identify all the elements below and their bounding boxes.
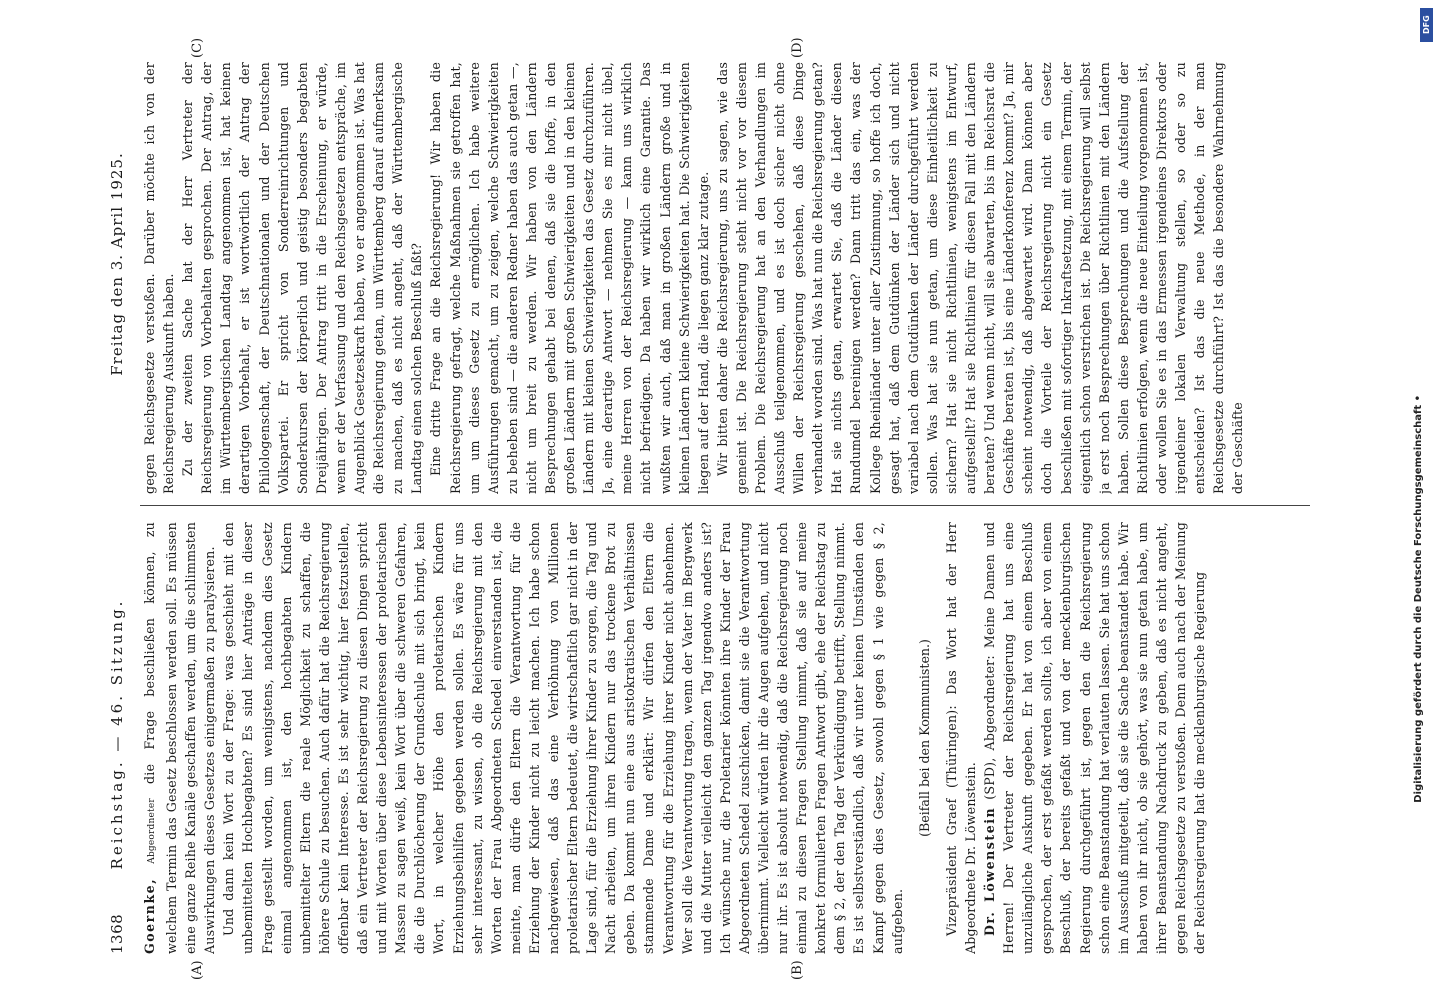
margin-mark-d: (D) bbox=[790, 37, 805, 58]
margin-mark-c: (C) bbox=[190, 37, 205, 58]
right-paragraph-3: Eine dritte Frage an die Reichsregierung! Wir haben die Reichsregierung gefragt, welche Maßnahmen sie getroffen hat, um um dieses Gesetz zu ermöglichen. Ich habe weitere Ausführungen gemacht, um zu zeigen, welche Schwierigkeiten zu beheben sind — die anderen Redner haben das auch getan —, nicht um breit zu werden. Wir haben von den Ländern Besprechungen gehabt bei denen, daß sie die hoffe, in den großen Ländern mit großen Schwierigkeiten und in den kleinen Ländern mit kleinen Schwierigkeiten das Gesetz durchzuführen. Ja, eine derartige Antwort — nehmen Sie es mir nicht übel, meine Herren von der Reichsregierung — kann uns wirklich nicht befriedigen. Da haben wir wirklich eine Garantie. Das wußten wir auch, daß man in großen Ländern große und in kleinen Ländern kleine Schwierigkeiten hat. Die Schwierigkeiten liegen auf der Hand, die liegen ganz klar zutage. bbox=[428, 62, 711, 494]
funding-notice: Digitalisierung gefördert durch die Deutsche Forschungsgemeinschaft • bbox=[1413, 395, 1424, 803]
rotated-document-page bbox=[100, 24, 1330, 984]
left-paragraph-4 bbox=[980, 522, 1209, 954]
paragraph-text: (SPD), Abgeordneter: Meine Damen und Herren! Der Vertreter der Reichsregierung hat uns eine unzulängliche Auskunft gegeben. Er hat von einem Beschluß gesprochen, der erst gefaßt werden sollte, ich aber von einem Beschluß, der bereits gefaßt und von der mecklenburgischen Regierung durchgeführt ist, gegen den die Reichsregierung schon eine Beanstandung hat verlauten lassen. Sie hat uns schon im Ausschuß mitgeteilt, daß sie die Sache beanstandet habe. Wir haben von ihr nicht, ob sie gehört, was sie nun getan habe, um ihrer Beanstandung Nachdruck zu geben, daß es nicht angeht, gegen Reichsgesetze zu verstoßen. Denn auch nach der Meinung der Reichsregierung hat die mecklenburgische Regierung bbox=[982, 522, 1208, 954]
left-paragraph-1 bbox=[140, 522, 219, 954]
dfg-logo: DFG bbox=[1420, 8, 1433, 42]
page-header bbox=[108, 44, 130, 954]
right-text-column bbox=[140, 62, 1310, 494]
page-number: 1368 bbox=[108, 913, 126, 954]
right-paragraph-1: gegen Reichsgesetze verstoßen. Darüber möchte ich von der Reichsregierung Auskunft haben. bbox=[142, 62, 177, 494]
speaker-name: Dr. Löwenstein bbox=[982, 806, 998, 936]
right-paragraph-2: Zu der zweiten Sache hat der Herr Vertreter der Reichsregierung von Vorbehalten gesprochen. Der Antrag, der im Württembergischen Landtag angenommen ist, hat keinen derartigen Vorbehalt, er ist wortwörtlich der Antrag der Philologenschaft, der Deutschnationalen und der Deutschen Volkspartei. Er spricht von Sonderreinrichtungen und Sonderkursen der körperlich und geistig besonders begabten Dreijährigen. Der Antrag tritt in die Erscheinung, er würde, wenn er der Verfassung und den Reichsgesetzen entspräche, im Augenblick Gesetzeskraft haben, wo er angenommen ist. Was hat die Reichsregierung getan, um Württemberg darauf aufmerksam zu machen, daß es nicht angeht, daß der Württembergische Landtag einen solchen Beschluß faßt? bbox=[180, 62, 425, 494]
applause-note: (Beifall bei den Kommunisten.) bbox=[916, 639, 932, 837]
header-title: Reichstag. — 46. Sitzung. bbox=[108, 598, 126, 870]
left-text-column bbox=[140, 522, 1310, 954]
speaker-name: Goernke, bbox=[142, 877, 157, 954]
left-paragraph-3: Vizepräsident Graef (Thüringen): Das Wort hat der Herr Abgeordnete Dr. Löwenstein. bbox=[943, 522, 978, 954]
header-date: Freitag den 3. April 1925. bbox=[108, 152, 126, 376]
margin-mark-a: (A) bbox=[190, 960, 205, 980]
margin-mark-b: (B) bbox=[790, 960, 805, 980]
column-divider bbox=[140, 505, 1310, 506]
speaker-role: Abgeordneter bbox=[147, 798, 157, 864]
paragraph-text: die Frage beschließen können, zu welchem Termin das Gesetz beschlossen werden soll. Es müssen eine ganze Reihe Kanäle geschaffen werden, um die schlimmsten Auswirkungen dieses Gesetzes einigermaßen zu paralysieren. bbox=[142, 522, 218, 954]
left-paragraph-2: Und dann kein Wort zu der Frage: was geschieht mit den unbemittelten Hochbegabten? Es sind hier Anträge in dieser Frage gestellt worden, um wenigstens, nachdem dies Gesetz einmal angenommen ist, den hochbegabten Kindern unbemittelter Eltern die reale Möglichkeit zu schaffen, die höhere Schule zu besuchen. Auch dafür hat die Reichsregierung offenbar kein Interesse. Es ist sehr wichtig, hier festzustellen, daß ein Vertreter der Reichsregierung zu diesen Dingen spricht und mit Worten über diese Lebensinteressen der proletarischen Massen zu sagen weiß, kein Wort über die schweren Gefahren, die die Durchlöcherung der Grundschule mit sich bringt, kein Wort, in welcher Höhe den proletarischen Kindern Erziehungsbeihilfen gegeben werden sollen. Es wäre für uns sehr interessant, zu wissen, ob die Reichsregierung mit den Worten der Frau Abgeordneten Schedel einverstanden ist, die meinte, man dürfe den Eltern die Verantwortung für die Erziehung der Kinder nicht zu leicht machen. Ich habe schon nachgewiesen, daß das eine Verhöhnung von Millionen proletarischer Eltern bedeutet, die wirtschaftlich gar nicht in der Lage sind, für die Erziehung ihrer Kinder zu sorgen, die Tag und Nacht arbeiten, um ihren Kindern nur das trockene Brot zu geben. Da kommt nun eine aus aristokratischen Verhältnissen stammende Dame und erklärt: Wir dürfen den Eltern die Verantwortung für die Erziehung ihrer Kinder nicht abnehmen. Wer soll die Verantwortung tragen, wenn der Vater im Bergwerk und die Mutter vielleicht den ganzen Tag irgendwo anders ist? Ich wünsche nur, die Proletarier könnten ihre Kinder der Frau Abgeordneten Schedel zuschicken, damit sie die Verantwortung übernimmt. Vielleicht würden ihr die Augen aufgehen, und nicht nur ihr. Es ist absolut notwendig, daß die Reichsregierung noch einmal zu diesen Fragen Stellung nimmt, daß sie auf meine konkret formulierten Fragen Antwort gibt, ehe der Reichstag zu dem § 2, der den Tag der Verkündigung betrifft, Stellung nimmt. Es ist selbstverständlich, daß wir unter keinen Umständen den Kampf gegen dies Gesetz, sowohl gegen § 1 wie gegen § 2, aufgeben. bbox=[221, 522, 905, 954]
right-paragraph-4: Wir bitten daher die Reichsregierung, uns zu sagen, wie das gemeint ist. Die Reichsregierung steht nicht vor vor diesem Problem. Die Reichsregierung hat an den Verhandlungen im Ausschuß teilgenommen, und es ist doch sicher nicht ohne Willen der Reichsregierung geschehen, daß diese Dinge verhandelt worden sind. Was hat nun die Reichsregierung getan? Hat sie nichts getan, erwartet Sie, daß die Länder diesen Rundumdel bereinigen werden? Dann tritt das ein, was der Kollege Rheinländer unter aller Zustimmung, so hoffe ich doch, gesagt hat, daß dem Gutdünken der Länder sich und nicht variabel nach dem Gutdünken der Länder durchgeführt werden sollen. Was hat sie nun getan, um diese Einheitlichkeit zu sichern? Hat sie nicht Richtlinien, wenigstens im Entwurf, aufgestellt? Hat sie Richtlinien für diesen Fall mit den Ländern beraten? Und wenn nicht, will sie abwarten, bis im Reichsrat die Geschäfte beraten ist, bis eine Länderkonferenz kommt? Ja, mir scheint notwendig, daß abgewartet wird. Dann können aber doch die Vorteile der Reichsregierung nicht ein Gesetz beschließen mit sofortiger Inkraftsetzung, mit einem Termin, der eigentlich schon verstrichen ist. Die Reichsregierung will selbst ja erst noch Besprechungen über Richtlinien mit den Ländern haben. Sollen diese Besprechungen und die Aufstellung der Richtlinien erfolgen, wenn die neue Einteilung vorgenommen ist, oder wollen Sie es in das Ermessen irgendeines Direktors oder irgendeiner lokalen Verwaltung stellen, so oder so zu entscheiden? Ist das die neue Methode, in der man Reichsgesetze durchführt? Ist das die besondere Wahrnehmung der Geschäfte bbox=[714, 62, 1246, 494]
